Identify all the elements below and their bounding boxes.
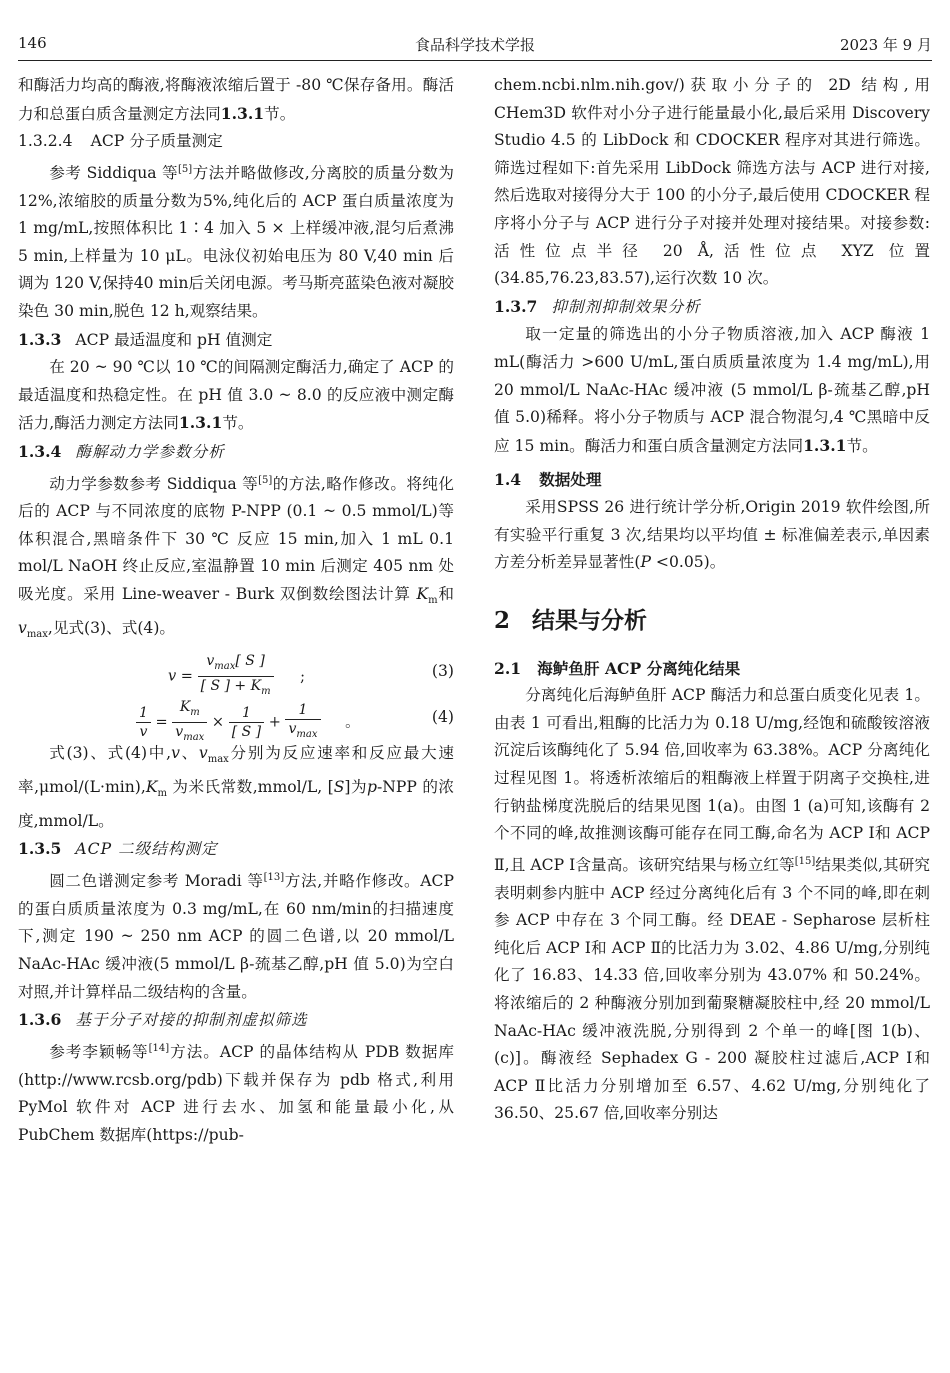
page-header [18,34,932,61]
paragraph: 采用SPSS 26 进行统计学分析,Origin 2019 软件绘图,所有实验平行重复 3 次,结果均以平均值 ± 标准偏差表示,单因素方差分析差异显著性(P <0.05)。 [494,497,930,572]
paragraph: 圆二色谱测定参考 Moradi 等[13]方法,并略作修改。ACP 的蛋白质质量浓度为 0.3 mg/mL,在 60 nm/min的扫描速度下,测定 190 ~ 250 nm ACP 的圆二色谱,以 20 mmol/L NaAc-HAc 缓冲液(5 mmol/L β-巯基乙醇,pH 值 5.0)为空白对照,并计算样品二级结构的含量。 [18,872,454,1001]
paragraph: 和酶活力均高的酶液,将酶液浓缩后置于 -80 ℃保存备用。酶活力和总蛋白质含量测定方法同1.3.1节。 [18,76,454,123]
right-column [494,72,930,1128]
section-heading-2: 2 结果与分析 [494,606,648,634]
left-column [18,72,454,1149]
journal-title: 食品科学技术学报 [414,36,535,54]
section-heading-1-3-2-4: 1.3.2.4 ACP 分子质量测定 [18,132,223,151]
issue-date: 2023 年 9 月 [839,36,932,54]
citation: [15] [794,855,816,867]
section-heading-1-3-4: 1.3.4 酶解动力学参数分析 [18,441,225,461]
equation-3: v = $\frac{v_{max}[ S ]}{[ S ] + K_m}$ ; (3) [168,653,454,698]
paragraph: 分离纯化后海鲈鱼肝 ACP 酶活力和总蛋白质变化见表 1。由表 1 可看出,粗酶的比活力为 0.18 U/mg,经饱和硫酸铵溶液沉淀后该酶纯化了 5.94 倍,回收率为 63.38%。ACP 分离纯化过程见图 1。将透析浓缩后的粗酶液上样置于阴离子交换柱,进行钠盐梯度洗脱后的结果见图 1(a)。由图 1 (a)可知,该酶有 2 个不同的峰,故推测该酶可能存在同工酶,命名为 ACP Ⅰ和 ACP Ⅱ,且 ACP Ⅰ含量高。该研究结果与杨立红等[15]结果类似,其研究表明刺参内脏中 ACP 经过分离纯化后有 3 个不同的峰,即在刺参 ACP 中存在 3 个同工酶。经 DEAE - Sepharose 层析柱纯化后 ACP Ⅰ和 ACP Ⅱ的比活力为 3.02、4.86 U/mg,分别纯化了 16.83、14.33 倍,回收率分别为 43.07% 和 50.24%。将浓缩后的 2 种酶液分别加到葡聚糖凝胶柱中,经 20 mmol/L NaAc-HAc 缓冲液洗脱,分别得到 2 个单一的峰[图 1(b)、(c)]。酶液经 Sephadex G - 200 凝胶柱过滤后,ACP Ⅰ和 ACP Ⅱ比活力分别增加至 6.57、4.62 U/mg,分别纯化了 36.50、25.67 倍,回收率分别达 [494,686,930,1123]
paragraph: 参考 Siddiqua 等[5]方法并略做修改,分离胶的质量分数为12%,浓缩胶的质量分数为5%,纯化后的 ACP 蛋白质量浓度为 1 mg/mL,按照体积比 1∶4 加入 5 × 上样缓冲液,混匀后煮沸 5 min,上样量为 10 μL。电泳仪初始电压为 80 V,40 min 后调为 120 V,保持40 min后关闭电源。考马斯亮蓝染色液对凝胶染色 30 min,脱色 12 h,观察结果。 [18,163,454,320]
equation-label: (3) [431,662,454,681]
citation: [13] [263,872,285,884]
section-heading-1-3-6: 1.3.6 基于分子对接的抑制剂虚拟筛选 [18,1010,308,1030]
citation: [5] [178,163,193,175]
citation: [5] [258,474,273,486]
paragraph: 动力学参数参考 Siddiqua 等[5]的方法,略作修改。将纯化后的 ACP 与不同浓度的底物 P-NPP (0.1 ~ 0.5 mmol/L)等体积混合,黑暗条件下 30 ℃ 反应 15 min,加入 1 mL 0.1 mol/L NaOH 终止反应,室温静置 10 min 后测定 405 nm 处吸光度。采用 Line-weaver - Burk 双倒数绘图法计算 $K_m$和 $v_{max}$,见式(3)、式(4)。 [18,474,454,640]
paragraph: 在 20 ~ 90 ℃以 10 ℃的间隔测定酶活力,确定了 ACP 的最适温度和热稳定性。在 pH 值 3.0 ~ 8.0 的反应液中测定酶活力,酶活力测定方法同1.3.1节。 [18,358,454,433]
section-heading-1-3-5: 1.3.5 ACP 二级结构测定 [18,839,218,859]
paragraph: 取一定量的筛选出的小分子物质溶液,加入 ACP 酶液 1 mL(酶活力 >600 U/mL,蛋白质质量浓度为 1.4 mg/mL),用 20 mmol/L NaAc-HAc 缓冲液 (5 mmol/L β-巯基乙醇,pH 值 5.0)稀释。将小分子物质与 ACP 混合物混匀,4 ℃黑暗中反应 15 min。酶活力和蛋白质含量测定方法同1.3.1节。 [494,325,930,455]
section-heading-2-1: 2.1 海鲈鱼肝 ACP 分离纯化结果 [494,658,741,678]
section-heading-1-3-7: 1.3.7 抑制剂抑制效果分析 [494,296,701,316]
equation-label: (4) [431,708,454,727]
equation-4: $\frac{1}{v}$ = $\frac{K_m}{v_{max}}$ × $\frac{1}{[ S ]}$ + $\frac{1}{v_{max}}$ 。 (4) [18,694,454,740]
paragraph: 参考李颖畅等[14]方法。ACP 的晶体结构从 PDB 数据库(http://www.rcsb.org/pdb)下载并保存为 pdb 格式,利用 PyMol 软件对 ACP 进行去水、加氢和能量最小化,从 PubChem 数据库(https://pub- [18,1042,454,1144]
page-number: 146 [18,34,47,52]
section-heading-1-3-3: 1.3.3 ACP 最适温度和 pH 值测定 [18,329,273,349]
citation: [14] [148,1042,170,1054]
paragraph: 式(3)、式(4)中,v、$v_{max}$分别为反应速率和反应最大速率$,\mu mol/(L\cdot\min),K_m$ 为米氏常数,mmol/L, [S]为p-NPP 的浓度,mmol/L。 [18,744,455,830]
section-heading-1-4: 1.4 数据处理 [494,470,602,490]
paragraph: chem.ncbi.nlm.nih.gov/)获取小分子的 2D 结构,用 CHem3D 软件对小分子进行能量最小化,最后采用 Discovery Studio 4.5 的 LibDock 和 CDOCKER 程序对其进行筛选。筛选过程如下:首先采用 LibDock 筛选方法与 ACP 进行对接,然后选取对接得分大于 100 的小分子,最后使用 CDOCKER 程序将小分子与 ACP 进行分子对接并处理对接结果。对接参数:活性位点半径 20 Å,活性位点 XYZ 位置 (34.85,76.23,83.57),运行次数 10 次。 [494,76,930,288]
